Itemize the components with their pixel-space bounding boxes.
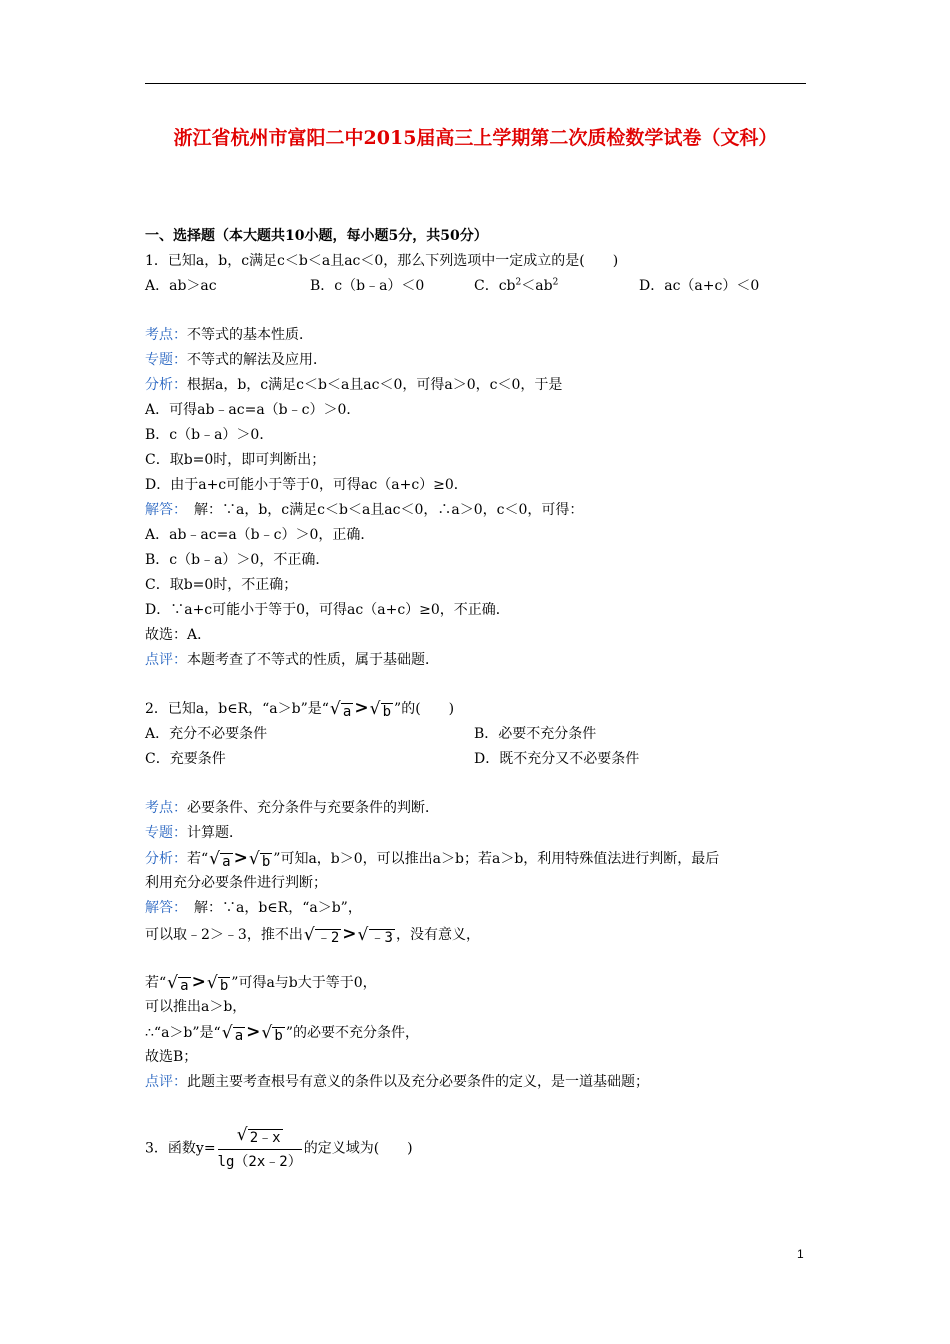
q1-option-d: D．ac（a+c）＜0: [639, 278, 760, 294]
q2-option-d: D．既不充分又不必要条件: [474, 751, 640, 767]
q1-fenxi-c: C．取b=0时，即可判断出；: [145, 452, 326, 468]
page-title: 浙江省杭州市富阳二中2015届高三上学期第二次质检数学试卷（文科）: [173, 127, 778, 149]
q2-answer: 故选B；: [145, 1049, 198, 1065]
section-heading: 一、选择题（本大题共10小题，每小题5分，共50分）: [145, 228, 488, 244]
q2-fenxi-line2: 利用充分必要条件进行判断；: [145, 875, 327, 891]
q1-jieda-c: C．取b=0时，不正确；: [145, 577, 298, 593]
sqrt-a-formula: √ a: [209, 852, 232, 872]
q2-dianping: 点评：此题主要考查根号有意义的条件以及充分必要条件的定义，是一道基础题；: [145, 1074, 649, 1090]
q1-option-b: B．c（b﹣a）＜0: [310, 278, 425, 294]
q1-zhuanti: 专题：不等式的解法及应用．: [145, 352, 327, 368]
q1-jieda-d: D．∵a+c可能小于等于0，可得ac（a+c）≥0，不正确．: [145, 602, 510, 618]
q1-fenxi-d: D．由于a+c可能小于等于0，可得ac（a+c）≥0．: [145, 477, 468, 493]
q1-jieda: 解答： 解：∵a，b，c满足c＜b＜a且ac＜0，∴a＞0，c＜0，可得：: [145, 502, 584, 518]
sqrt-b-formula: √ b: [261, 1026, 284, 1046]
sqrt-neg2-formula: √ ﹣2: [304, 928, 341, 948]
q1-answer: 故选：A．: [145, 627, 212, 643]
header-rule: [145, 83, 806, 84]
q2-zhuanti: 专题：计算题．: [145, 825, 243, 841]
q2-infer-line: 可以推出a＞b，: [145, 999, 247, 1015]
q1-fenxi-b: B．c（b﹣a）＞0．: [145, 427, 274, 443]
q1-option-c: C．$cb^2<ab^2$: [474, 277, 559, 294]
q1-fenxi: 分析：根据a，b，c满足c＜b＜a且ac＜0，可得a＞0，c＜0，于是: [145, 377, 563, 393]
q2-option-c: C．充要条件: [145, 751, 226, 767]
q1-dianping: 点评：本题考查了不等式的性质，属于基础题．: [145, 652, 439, 668]
q1-fenxi-a: A．可得ab﹣ac=a（b﹣c）＞0．: [145, 402, 361, 418]
q2-counterexample: 可以取﹣2＞﹣3，推不出√ ﹣2 >√ ﹣3 ，没有意义，: [145, 924, 480, 948]
q2-fenxi: 分析：若“√ a >√ b ”可知a，b＞0，可以推出a＞b；若a＞b，利用特殊值法进行判断，最后: [145, 848, 719, 872]
q1-stem: 1．已知a，b，c满足c＜b＜a且ac＜0，那么下列选项中一定成立的是( ): [145, 253, 619, 269]
sqrt-b-formula: √ b: [207, 976, 230, 996]
q2-stem: 2．已知a，b∈R，“a＞b”是“√ a >√ b ”的( ): [145, 698, 454, 722]
sqrt-b-formula: √ b: [370, 702, 393, 722]
sqrt-a-formula: √ a: [167, 976, 190, 996]
sqrt-a-formula: √ a: [222, 1026, 245, 1046]
sqrt-neg3-formula: √ ﹣3: [358, 928, 395, 948]
q2-if-line: 若“√ a >√ b ”可得a与b大于等于0，: [145, 972, 377, 996]
sqrt-b-formula: √ b: [249, 852, 272, 872]
page-number: 1: [797, 1247, 804, 1261]
q1-kaodian: 考点：不等式的基本性质．: [145, 327, 313, 343]
q3-stem: 3．函数y= √ $\frac{2﹣x}{\lg(2x﹣2)}$ 的定义域为( ): [145, 1125, 413, 1172]
q1-jieda-a: A．ab﹣ac=a（b﹣c）＞0，正确．: [145, 527, 375, 543]
q1-option-a: A．ab＞ac: [145, 278, 217, 294]
q3-fraction-formula: √ $\frac{2﹣x}{\lg(2x﹣2)}$: [218, 1125, 302, 1172]
q2-therefore-line: ∴“a＞b”是“√ a >√ b ”的必要不充分条件，: [145, 1022, 419, 1046]
q2-jieda: 解答： 解：∵a，b∈R，“a＞b”，: [145, 900, 362, 916]
q2-option-a: A．充分不必要条件: [145, 726, 268, 742]
q1-jieda-b: B．c（b﹣a）＞0，不正确．: [145, 552, 330, 568]
q2-option-b: B．必要不充分条件: [474, 726, 597, 742]
sqrt-a-formula: √ a: [330, 702, 353, 722]
q2-kaodian: 考点：必要条件、充分条件与充要条件的判断．: [145, 800, 439, 816]
